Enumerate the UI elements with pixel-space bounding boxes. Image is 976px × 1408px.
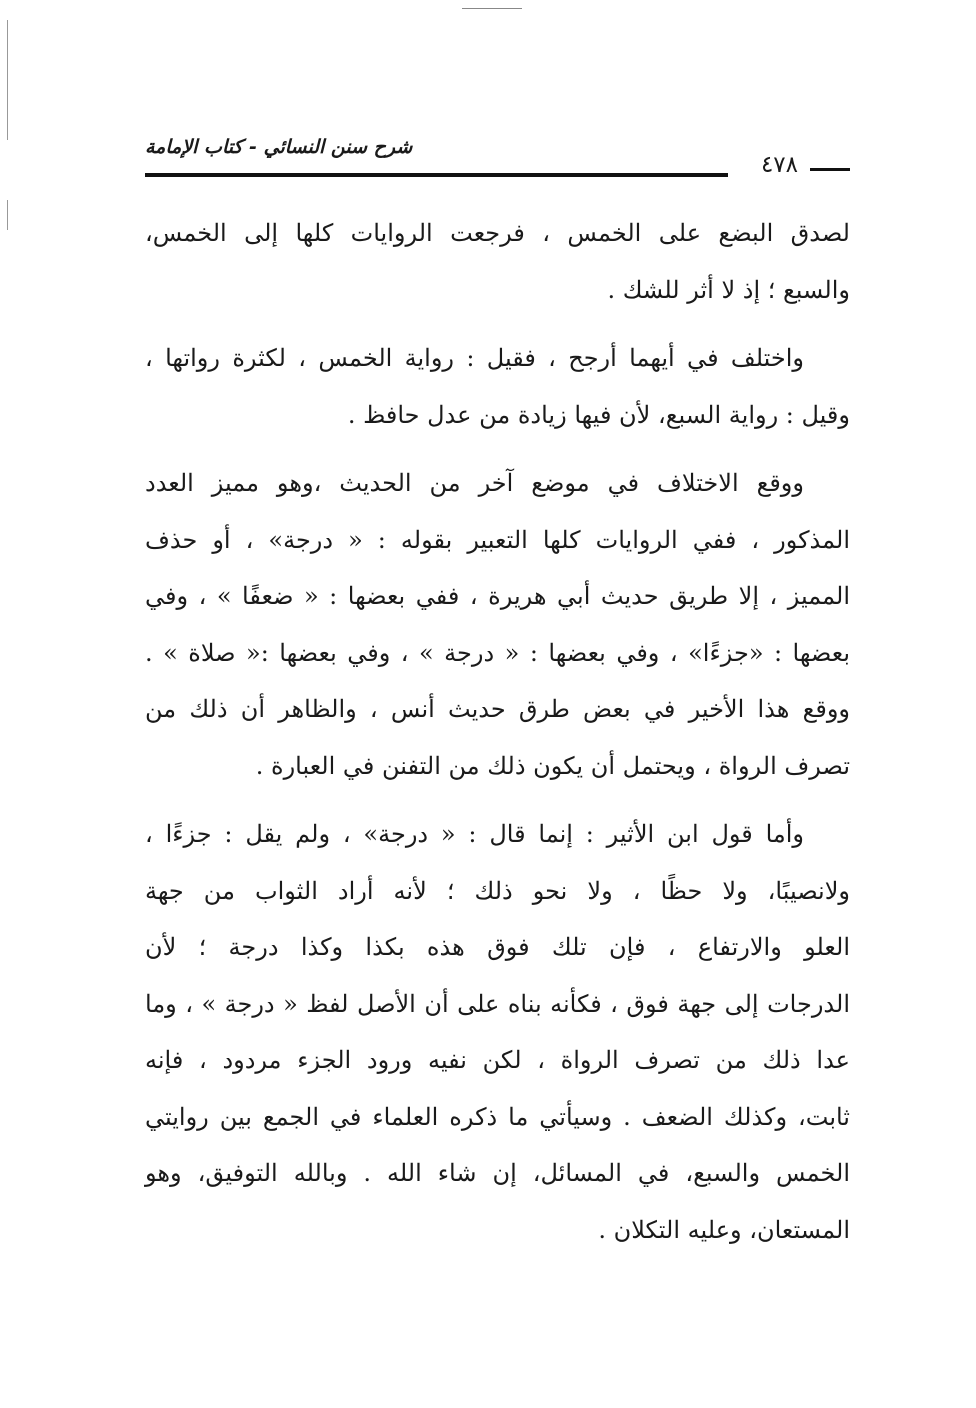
page-number: ٤٧٨ (760, 152, 798, 178)
body-text (145, 205, 850, 1264)
text-line: الدرجات إلى جهة فوق ، فكأنه بناه على أن الأصل لفظ « درجة » ، وما (145, 989, 850, 1018)
text-line: بعضها : «جزءًا» ، وفي بعضها : « درجة » ، وفي بعضها :« صلاة » . (145, 638, 850, 667)
binding-edge-mark (7, 20, 8, 140)
paragraph (145, 455, 850, 794)
text-line: وأما قول ابن الأثير : إنما قال : « درجة» ، ولم يقل : جزءًا ، (145, 820, 804, 848)
text-line: عدا ذلك من تصرف الرواة ، لكن نفيه ورود الجزء مردود ، فإنه (145, 1046, 850, 1074)
text-line: تصرف الرواة ، ويحتمل أن يكون ذلك من التفنن في العبارة . (255, 751, 850, 780)
paragraph (145, 205, 850, 318)
text-line: ولانصيبًا، ولا حظًا ، ولا نحو ذلك ؛ لأنه أراد الثواب من جهة (145, 876, 850, 905)
text-line: الخمس والسبع، في المسائل، إن شاء الله . وبالله التوفيق، وهو (145, 1159, 850, 1187)
scan-artifact-line (462, 8, 522, 9)
page-number-dash (810, 168, 850, 171)
text-line: وقيل : رواية السبع، لأن فيها زيادة من عدل حافظ . (347, 400, 850, 429)
running-title: شرح سنن النسائي - كتاب الإمامة (145, 136, 413, 158)
page-header (145, 132, 850, 182)
header-rule (145, 173, 728, 177)
paragraph (145, 330, 850, 443)
text-line: ووقع الاختلاف في موضع آخر من الحديث ،وهو مميز العدد (145, 469, 804, 497)
text-line: المميز ، إلا طريق حديث أبي هريرة ، ففي بعضها : « ضعفًا » ، وفي (145, 582, 850, 610)
text-line: المستعان، وعليه التكلان . (598, 1215, 850, 1244)
text-line: ثابت، وكذلك الضعف . وسيأتي ما ذكره العلماء في الجمع بين روايتي (145, 1102, 850, 1131)
paragraph (145, 806, 850, 1258)
text-line: المذكور ، ففي الروايات كلها التعبير بقوله : « درجة» ، أو حذف (145, 525, 850, 554)
text-line: ووقع هذا الأخير في بعض طرق حديث أنس ، والظاهر أن ذلك من (145, 695, 850, 723)
text-line: لصدق البضع على الخمس ، فرجعت الروايات كلها إلى الخمس، (145, 219, 850, 247)
text-line: والسبع ؛ إذ لا أثر للشك . (607, 275, 850, 304)
text-line: واختلف في أيهما أرجح ، فقيل : رواية الخمس ، لكثرة رواتها ، (145, 344, 804, 372)
binding-edge-mark (7, 200, 8, 230)
text-line: العلو والارتفاع ، فإن تلك فوق هذه بكذا وكذا درجة ؛ لأن (145, 933, 850, 961)
